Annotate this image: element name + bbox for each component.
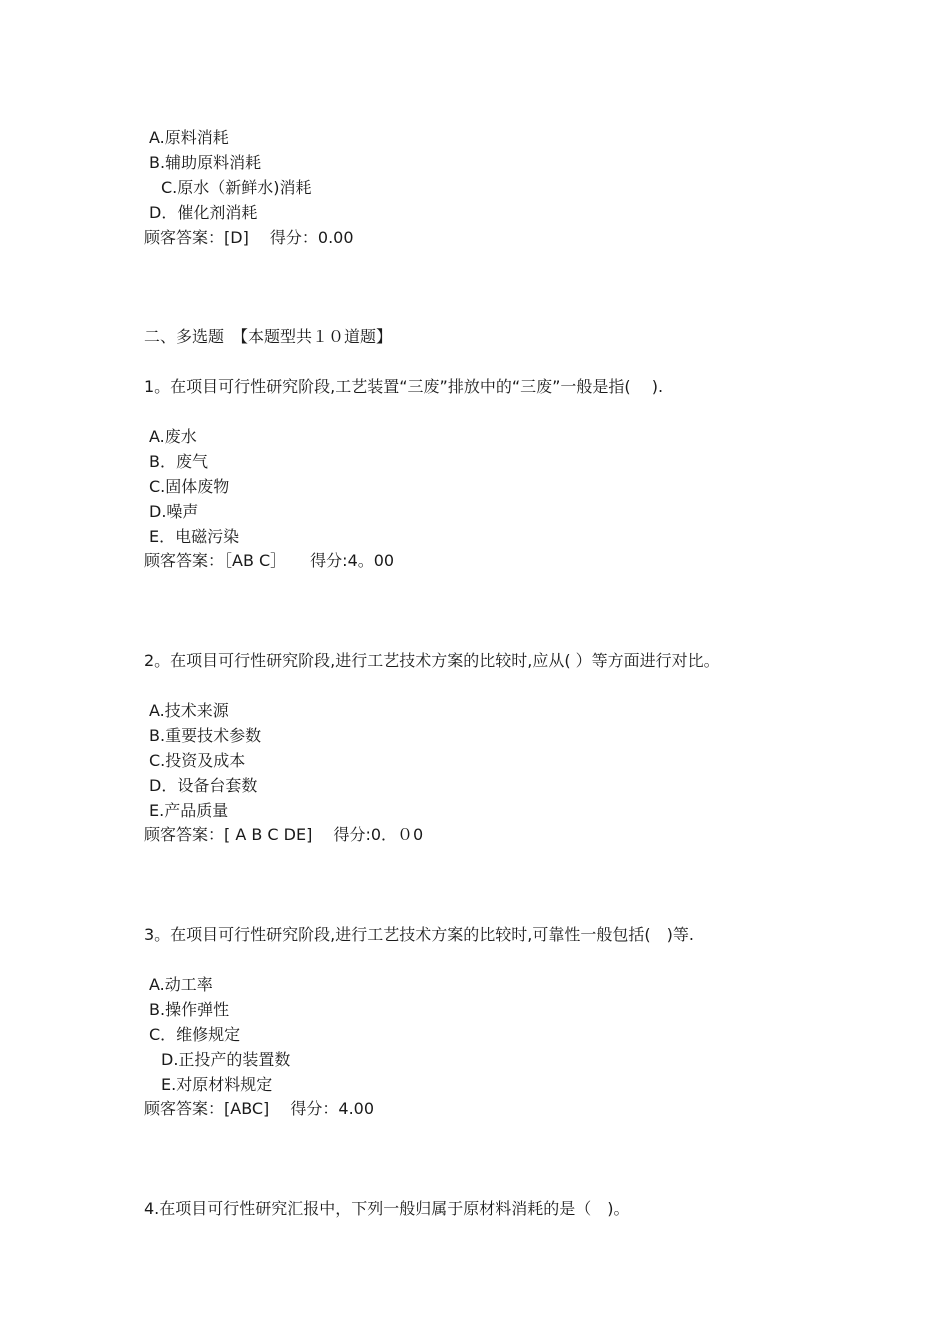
option-e: E．电磁污染 — [149, 527, 240, 546]
section-heading: 二、多选题 【本题型共１０道题】 — [144, 327, 393, 346]
option-d: D．设备台套数 — [149, 776, 258, 795]
option-c: C．维修规定 — [149, 1025, 241, 1044]
option-e: E.对原材料规定 — [161, 1075, 273, 1094]
answer-line: 顾客答案：[ABC] 得分：4.00 — [144, 1099, 375, 1118]
option-c: C.固体废物 — [149, 477, 230, 496]
option-a: A.动工率 — [149, 975, 213, 994]
question-stem: 4.在项目可行性研究汇报中，下列一般归属于原材料消耗的是（ )。 — [144, 1199, 630, 1218]
option-e: E.产品质量 — [149, 801, 229, 820]
option-d: D.正投产的装置数 — [161, 1050, 291, 1069]
answer-line: 顾客答案：[D] 得分：0.00 — [144, 228, 354, 247]
option-d: D．催化剂消耗 — [149, 203, 258, 222]
question-stem: 3。在项目可行性研究阶段,进行工艺技术方案的比较时,可靠性一般包括( )等. — [144, 925, 694, 944]
answer-line: 顾客答案：［AB C］ 得分:4。00 — [144, 551, 395, 570]
option-a: A.废水 — [149, 427, 197, 446]
option-b: B.操作弹性 — [149, 1000, 230, 1019]
option-a: A.技术来源 — [149, 701, 229, 720]
option-b: B.辅助原料消耗 — [149, 153, 262, 172]
question-stem: 2。在项目可行性研究阶段,进行工艺技术方案的比较时,应从( ）等方面进行对比。 — [144, 651, 720, 670]
option-a: A.原料消耗 — [149, 128, 229, 147]
option-b: B．废气 — [149, 452, 208, 471]
option-d: D.噪声 — [149, 502, 199, 521]
answer-line: 顾客答案：[ A B C DE] 得分:0．０0 — [144, 825, 424, 844]
option-c: C.投资及成本 — [149, 751, 246, 770]
question-stem: 1。在项目可行性研究阶段,工艺装置“三废”排放中的“三废”一般是指( ). — [144, 377, 664, 396]
option-b: B.重要技术参数 — [149, 726, 262, 745]
option-c: C.原水（新鲜水)消耗 — [161, 178, 312, 197]
